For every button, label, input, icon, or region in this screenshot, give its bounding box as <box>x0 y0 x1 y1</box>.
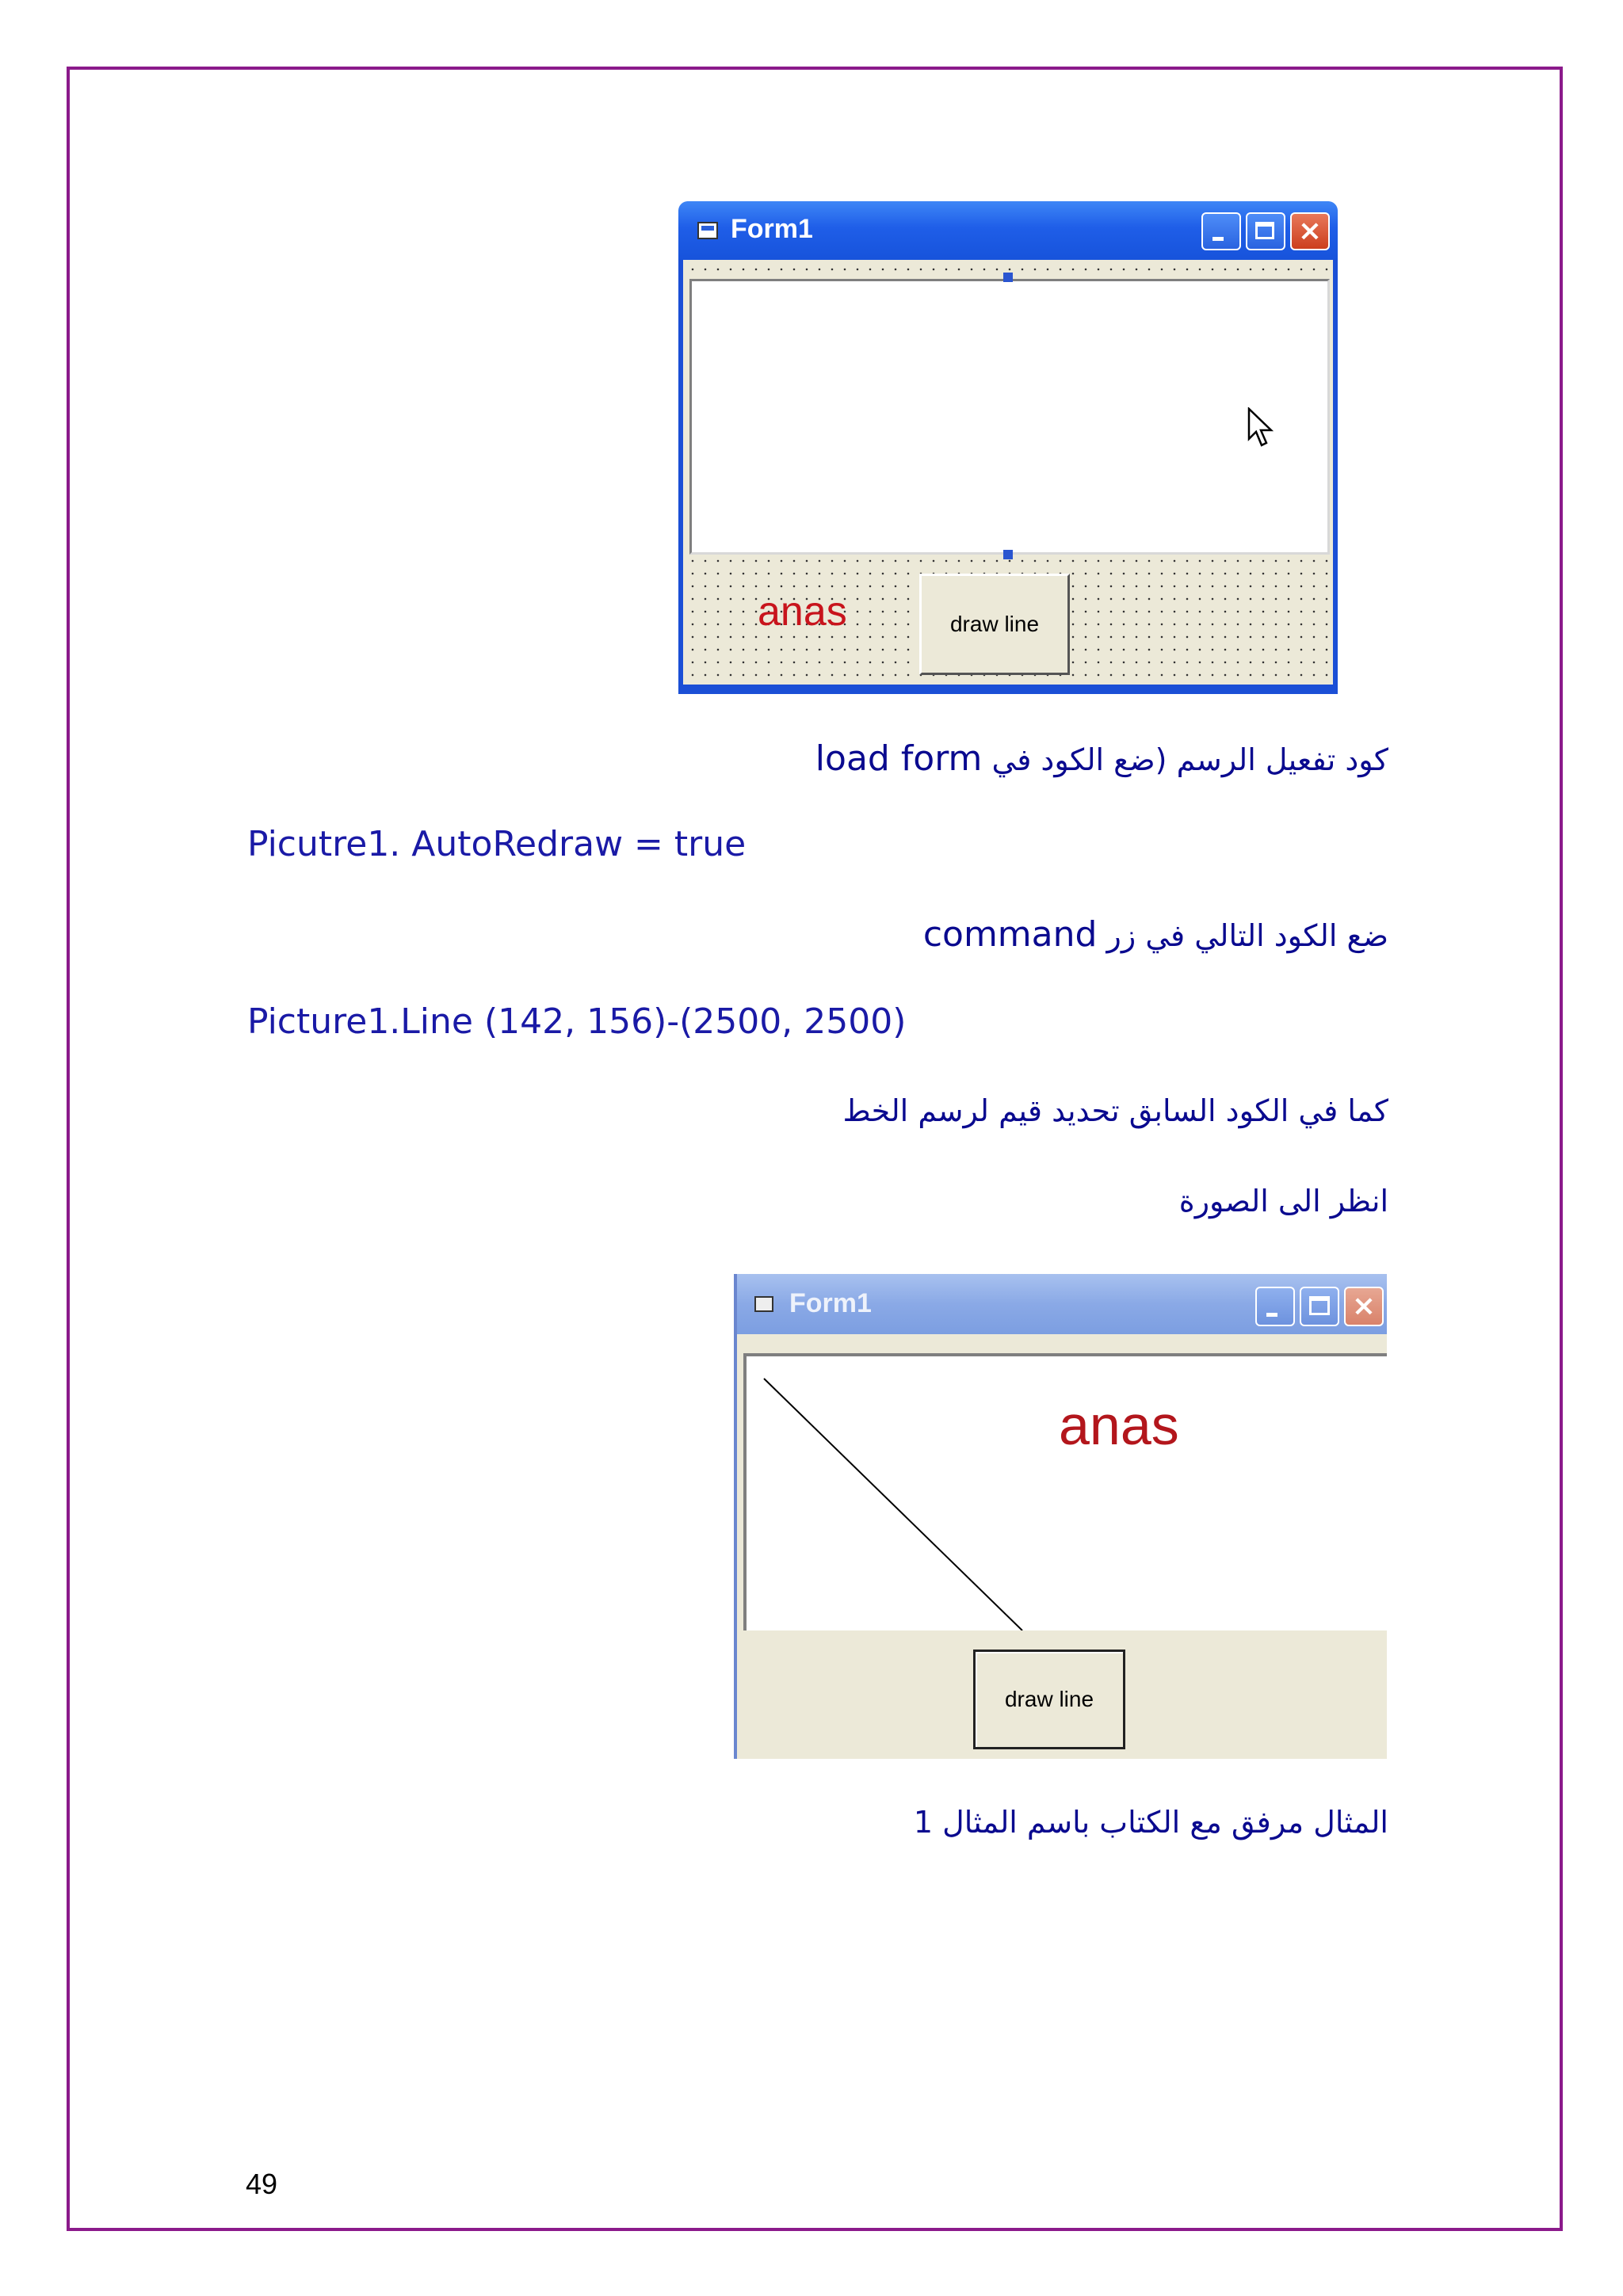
close-button[interactable] <box>1344 1287 1384 1326</box>
minimize-button[interactable] <box>1201 212 1241 250</box>
draw-line-button[interactable]: draw line <box>973 1650 1125 1749</box>
minimize-button[interactable] <box>1255 1287 1295 1326</box>
example-note: المثال مرفق مع الكتاب باسم المثال 1 <box>913 1805 1388 1840</box>
instruction-line-4: انظر الى الصورة <box>1178 1184 1388 1219</box>
resize-handle-top[interactable] <box>1003 273 1013 282</box>
close-button[interactable] <box>1290 212 1330 250</box>
instruction-1-latin: load form <box>815 738 983 779</box>
instruction-2-latin: command <box>922 914 1098 955</box>
maximize-icon <box>1309 1296 1330 1315</box>
instruction-line-2 <box>923 914 1388 955</box>
maximize-button[interactable] <box>1300 1287 1339 1326</box>
picture-box[interactable] <box>689 279 1330 555</box>
mouse-cursor-icon <box>1247 407 1274 448</box>
code-line-2: Picture1.Line (142, 156)-(2500, 2500) <box>247 1001 907 1042</box>
maximize-icon <box>1255 222 1274 239</box>
form-icon <box>754 1296 773 1312</box>
anas-label: anas <box>758 589 847 635</box>
instruction-2-arabic: ضع الكود التالي في زر <box>1106 918 1388 953</box>
form1-design-window <box>678 201 1338 694</box>
instruction-line-1 <box>815 738 1388 779</box>
close-icon: × <box>1351 1290 1377 1322</box>
page-number: 49 <box>246 2168 278 2200</box>
form-client-area[interactable] <box>683 260 1333 685</box>
maximize-button[interactable] <box>1246 212 1285 250</box>
form1-run-window <box>734 1274 1387 1759</box>
instruction-1-arabic: كود تفعيل الرسم (ضع الكود في <box>991 742 1388 777</box>
instruction-line-3: كما في الكود السابق تحديد قيم لرسم الخط <box>842 1093 1388 1128</box>
picture-box[interactable] <box>743 1353 1387 1630</box>
form-client-area[interactable] <box>737 1334 1387 1759</box>
minimize-icon <box>1266 1313 1277 1317</box>
code-line-1: Picutre1. AutoRedraw = true <box>247 824 747 864</box>
form-icon <box>697 222 718 239</box>
window-titlebar[interactable] <box>737 1274 1387 1334</box>
close-icon: × <box>1297 215 1323 247</box>
anas-label: anas <box>1059 1394 1179 1456</box>
draw-line-button[interactable]: draw line <box>919 574 1070 675</box>
window-title: Form1 <box>731 214 813 244</box>
minimize-icon <box>1212 237 1224 241</box>
window-titlebar[interactable] <box>678 201 1338 260</box>
resize-handle-bottom[interactable] <box>1003 550 1013 559</box>
window-title: Form1 <box>789 1288 872 1318</box>
